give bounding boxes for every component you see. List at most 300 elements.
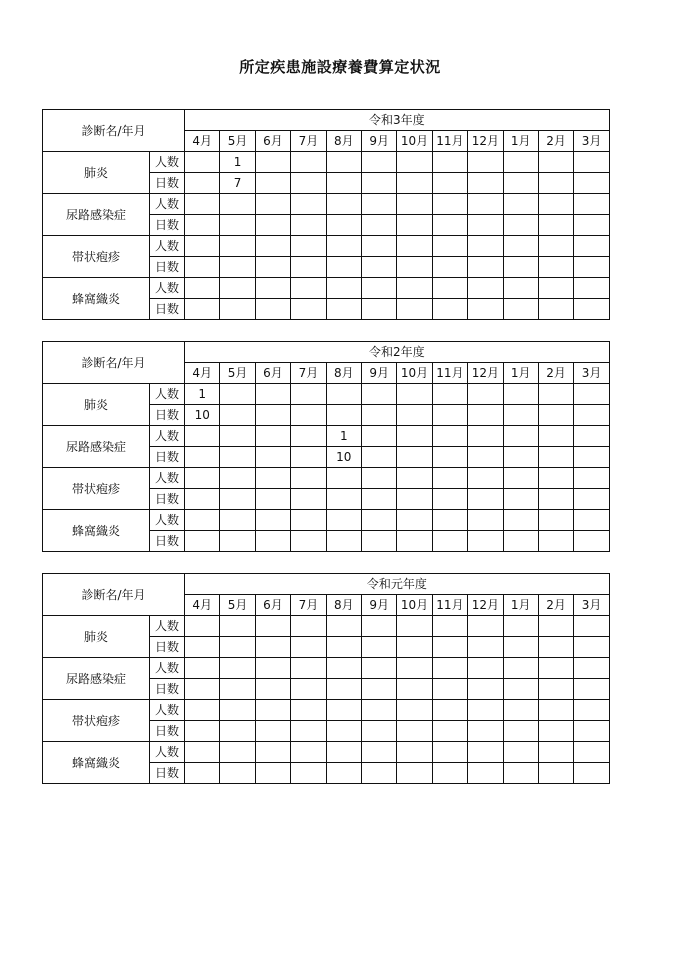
day-count-cell <box>220 215 255 236</box>
fiscal-year-label: 令和元年度 <box>185 574 610 595</box>
day-count-cell <box>468 679 503 700</box>
day-count-cell <box>291 405 326 426</box>
day-count-label: 日数 <box>150 173 185 194</box>
people-count-cell <box>185 194 220 215</box>
people-count-cell: 1 <box>220 152 255 173</box>
people-count-cell <box>291 742 326 763</box>
day-count-label: 日数 <box>150 405 185 426</box>
people-count-label: 人数 <box>150 278 185 299</box>
people-count-cell <box>185 468 220 489</box>
day-count-cell <box>574 299 609 320</box>
people-count-cell <box>220 510 255 531</box>
people-count-cell <box>574 700 609 721</box>
day-count-cell <box>291 257 326 278</box>
people-count-cell <box>326 236 361 257</box>
table-row <box>43 236 610 257</box>
people-count-cell <box>291 384 326 405</box>
day-count-cell <box>574 405 609 426</box>
people-count-cell <box>326 616 361 637</box>
day-count-cell <box>468 215 503 236</box>
people-count-cell <box>361 194 396 215</box>
people-count-cell: 1 <box>185 384 220 405</box>
people-count-cell <box>326 658 361 679</box>
people-count-cell <box>503 742 538 763</box>
day-count-cell <box>503 215 538 236</box>
people-count-cell <box>185 278 220 299</box>
day-count-cell <box>397 721 432 742</box>
day-count-cell <box>503 489 538 510</box>
month-header: 11月 <box>432 595 467 616</box>
people-count-cell <box>220 278 255 299</box>
day-count-cell <box>291 447 326 468</box>
people-count-cell <box>185 700 220 721</box>
people-count-cell <box>185 658 220 679</box>
people-count-cell <box>432 616 467 637</box>
people-count-cell <box>397 236 432 257</box>
day-count-cell <box>432 489 467 510</box>
day-count-cell <box>538 257 573 278</box>
people-count-cell <box>574 742 609 763</box>
day-count-cell <box>538 763 573 784</box>
people-count-cell <box>326 510 361 531</box>
people-count-cell <box>468 152 503 173</box>
month-header: 6月 <box>255 363 290 384</box>
day-count-cell <box>538 489 573 510</box>
people-count-cell <box>432 658 467 679</box>
people-count-cell <box>538 658 573 679</box>
day-count-cell <box>255 299 290 320</box>
day-count-cell <box>291 215 326 236</box>
people-count-cell <box>397 468 432 489</box>
people-count-cell <box>503 426 538 447</box>
day-count-cell <box>291 531 326 552</box>
people-count-label: 人数 <box>150 510 185 531</box>
people-count-cell: 1 <box>326 426 361 447</box>
day-count-cell <box>255 173 290 194</box>
table-row <box>43 742 610 763</box>
day-count-cell <box>574 721 609 742</box>
month-header: 6月 <box>255 595 290 616</box>
people-count-cell <box>220 742 255 763</box>
day-count-cell <box>255 215 290 236</box>
day-count-label: 日数 <box>150 299 185 320</box>
day-count-cell <box>255 721 290 742</box>
people-count-label: 人数 <box>150 194 185 215</box>
people-count-cell <box>574 152 609 173</box>
day-count-cell <box>397 257 432 278</box>
day-count-cell <box>185 299 220 320</box>
day-count-cell <box>361 299 396 320</box>
people-count-cell <box>432 510 467 531</box>
people-count-cell <box>432 194 467 215</box>
day-count-cell <box>468 299 503 320</box>
day-count-label: 日数 <box>150 447 185 468</box>
people-count-cell <box>326 152 361 173</box>
people-count-cell <box>538 426 573 447</box>
people-count-cell <box>361 616 396 637</box>
day-count-cell <box>574 489 609 510</box>
people-count-cell <box>538 384 573 405</box>
day-count-cell <box>326 679 361 700</box>
day-count-cell <box>220 763 255 784</box>
diagnosis-header: 診断名/年月 <box>43 574 185 616</box>
people-count-cell <box>326 194 361 215</box>
people-count-cell <box>220 468 255 489</box>
day-count-cell <box>291 173 326 194</box>
day-count-cell <box>326 637 361 658</box>
people-count-cell <box>503 510 538 531</box>
day-count-cell <box>538 215 573 236</box>
people-count-cell <box>185 510 220 531</box>
people-count-cell <box>291 510 326 531</box>
day-count-cell <box>255 489 290 510</box>
fiscal-year-label: 令和2年度 <box>185 342 610 363</box>
people-count-cell <box>397 152 432 173</box>
day-count-cell <box>468 531 503 552</box>
day-count-cell <box>361 721 396 742</box>
people-count-cell <box>468 510 503 531</box>
day-count-cell <box>432 637 467 658</box>
people-count-cell <box>291 152 326 173</box>
table-row <box>43 658 610 679</box>
day-count-label: 日数 <box>150 721 185 742</box>
people-count-cell <box>503 152 538 173</box>
day-count-cell <box>574 173 609 194</box>
day-count-label: 日数 <box>150 257 185 278</box>
day-count-cell <box>574 763 609 784</box>
people-count-label: 人数 <box>150 468 185 489</box>
people-count-label: 人数 <box>150 384 185 405</box>
table-row <box>43 616 610 637</box>
people-count-cell <box>326 468 361 489</box>
people-count-label: 人数 <box>150 658 185 679</box>
people-count-cell <box>255 426 290 447</box>
day-count-cell <box>432 257 467 278</box>
people-count-cell <box>397 658 432 679</box>
day-count-cell <box>291 299 326 320</box>
people-count-label: 人数 <box>150 742 185 763</box>
month-header: 8月 <box>326 595 361 616</box>
day-count-cell <box>326 763 361 784</box>
day-count-cell <box>361 173 396 194</box>
people-count-cell <box>220 700 255 721</box>
day-count-cell <box>432 721 467 742</box>
people-count-cell <box>255 700 290 721</box>
day-count-cell <box>432 447 467 468</box>
day-count-cell <box>255 257 290 278</box>
people-count-cell <box>255 742 290 763</box>
diagnosis-name: 尿路感染症 <box>43 194 150 236</box>
people-count-cell <box>185 426 220 447</box>
people-count-cell <box>432 742 467 763</box>
people-count-cell <box>220 384 255 405</box>
people-count-label: 人数 <box>150 700 185 721</box>
day-count-cell <box>574 679 609 700</box>
people-count-cell <box>220 616 255 637</box>
people-count-cell <box>220 426 255 447</box>
table-row <box>43 194 610 215</box>
people-count-cell <box>468 384 503 405</box>
people-count-cell <box>468 700 503 721</box>
day-count-cell <box>468 489 503 510</box>
diagnosis-header: 診断名/年月 <box>43 342 185 384</box>
day-count-cell <box>538 637 573 658</box>
month-header: 4月 <box>185 363 220 384</box>
people-count-label: 人数 <box>150 152 185 173</box>
day-count-cell <box>220 257 255 278</box>
day-count-cell <box>503 257 538 278</box>
day-count-cell <box>255 763 290 784</box>
people-count-cell <box>538 700 573 721</box>
day-count-cell <box>220 489 255 510</box>
people-count-cell <box>468 616 503 637</box>
people-count-cell <box>361 278 396 299</box>
people-count-cell <box>397 700 432 721</box>
day-count-cell <box>326 257 361 278</box>
day-count-cell <box>291 721 326 742</box>
people-count-cell <box>291 236 326 257</box>
people-count-cell <box>574 468 609 489</box>
month-header: 11月 <box>432 131 467 152</box>
people-count-cell <box>503 384 538 405</box>
day-count-cell <box>220 637 255 658</box>
day-count-cell <box>397 405 432 426</box>
fiscal-year-label: 令和3年度 <box>185 110 610 131</box>
day-count-label: 日数 <box>150 763 185 784</box>
people-count-cell <box>326 384 361 405</box>
month-header: 5月 <box>220 131 255 152</box>
day-count-cell <box>468 721 503 742</box>
day-count-label: 日数 <box>150 215 185 236</box>
day-count-cell <box>255 447 290 468</box>
month-header: 5月 <box>220 363 255 384</box>
people-count-cell <box>185 742 220 763</box>
day-count-cell <box>361 405 396 426</box>
people-count-cell <box>468 742 503 763</box>
people-count-cell <box>574 658 609 679</box>
people-count-cell <box>397 384 432 405</box>
day-count-cell <box>397 447 432 468</box>
diagnosis-name: 蜂窩織炎 <box>43 510 150 552</box>
month-header: 5月 <box>220 595 255 616</box>
table-row <box>43 426 610 447</box>
day-count-cell <box>432 679 467 700</box>
people-count-cell <box>468 278 503 299</box>
table-row <box>43 510 610 531</box>
diagnosis-name: 帯状疱疹 <box>43 236 150 278</box>
people-count-cell <box>291 468 326 489</box>
diagnosis-name: 肺炎 <box>43 384 150 426</box>
day-count-cell <box>397 763 432 784</box>
people-count-cell <box>291 658 326 679</box>
people-count-cell <box>291 700 326 721</box>
day-count-cell <box>432 763 467 784</box>
people-count-cell <box>220 658 255 679</box>
people-count-cell <box>326 700 361 721</box>
month-header: 12月 <box>468 363 503 384</box>
day-count-cell <box>503 679 538 700</box>
day-count-cell <box>397 173 432 194</box>
diagnosis-name: 蜂窩織炎 <box>43 278 150 320</box>
people-count-cell <box>397 278 432 299</box>
day-count-cell: 7 <box>220 173 255 194</box>
day-count-cell <box>503 721 538 742</box>
people-count-cell <box>574 194 609 215</box>
month-header: 7月 <box>291 131 326 152</box>
month-header: 3月 <box>574 363 609 384</box>
day-count-label: 日数 <box>150 531 185 552</box>
diagnosis-name: 尿路感染症 <box>43 658 150 700</box>
day-count-cell <box>220 405 255 426</box>
people-count-cell <box>397 426 432 447</box>
month-header: 9月 <box>361 595 396 616</box>
people-count-cell <box>220 236 255 257</box>
day-count-cell <box>220 679 255 700</box>
day-count-cell <box>361 215 396 236</box>
people-count-cell <box>468 468 503 489</box>
day-count-cell <box>397 215 432 236</box>
people-count-cell <box>255 510 290 531</box>
people-count-cell <box>538 742 573 763</box>
day-count-cell <box>220 721 255 742</box>
people-count-cell <box>361 152 396 173</box>
month-header: 1月 <box>503 131 538 152</box>
day-count-cell <box>574 531 609 552</box>
diagnosis-header: 診断名/年月 <box>43 110 185 152</box>
month-header: 10月 <box>397 595 432 616</box>
day-count-cell <box>185 637 220 658</box>
people-count-label: 人数 <box>150 616 185 637</box>
people-count-cell <box>503 658 538 679</box>
people-count-cell <box>361 658 396 679</box>
month-header: 3月 <box>574 131 609 152</box>
day-count-cell <box>255 637 290 658</box>
day-count-cell <box>361 763 396 784</box>
people-count-cell <box>361 510 396 531</box>
month-header: 4月 <box>185 131 220 152</box>
month-header: 2月 <box>538 595 573 616</box>
people-count-cell <box>185 616 220 637</box>
day-count-cell <box>397 637 432 658</box>
day-count-cell <box>255 405 290 426</box>
day-count-cell <box>574 637 609 658</box>
people-count-cell <box>432 384 467 405</box>
people-count-cell <box>361 384 396 405</box>
day-count-cell <box>185 531 220 552</box>
people-count-cell <box>574 426 609 447</box>
people-count-label: 人数 <box>150 426 185 447</box>
people-count-cell <box>468 194 503 215</box>
day-count-label: 日数 <box>150 637 185 658</box>
day-count-cell <box>361 679 396 700</box>
people-count-cell <box>255 658 290 679</box>
day-count-cell <box>291 489 326 510</box>
table-row <box>43 700 610 721</box>
people-count-cell <box>255 236 290 257</box>
diagnosis-name: 肺炎 <box>43 152 150 194</box>
month-header: 1月 <box>503 363 538 384</box>
month-header: 11月 <box>432 363 467 384</box>
people-count-cell <box>397 194 432 215</box>
day-count-cell <box>468 447 503 468</box>
people-count-cell <box>185 236 220 257</box>
people-count-cell <box>574 510 609 531</box>
people-count-cell <box>468 236 503 257</box>
day-count-cell <box>503 637 538 658</box>
day-count-cell <box>361 489 396 510</box>
day-count-cell <box>361 447 396 468</box>
day-count-cell <box>185 679 220 700</box>
people-count-cell <box>538 194 573 215</box>
month-header: 3月 <box>574 595 609 616</box>
day-count-cell <box>326 215 361 236</box>
month-header: 4月 <box>185 595 220 616</box>
diagnosis-name: 肺炎 <box>43 616 150 658</box>
people-count-cell <box>361 236 396 257</box>
day-count-cell <box>326 531 361 552</box>
people-count-cell <box>291 616 326 637</box>
people-count-label: 人数 <box>150 236 185 257</box>
day-count-cell <box>503 405 538 426</box>
people-count-cell <box>255 152 290 173</box>
month-header: 9月 <box>361 131 396 152</box>
people-count-cell <box>220 194 255 215</box>
people-count-cell <box>574 384 609 405</box>
people-count-cell <box>468 426 503 447</box>
people-count-cell <box>255 468 290 489</box>
fiscal-year-table <box>42 109 610 320</box>
day-count-cell <box>468 763 503 784</box>
day-count-cell <box>220 299 255 320</box>
day-count-cell <box>361 637 396 658</box>
day-count-label: 日数 <box>150 489 185 510</box>
day-count-cell <box>574 215 609 236</box>
day-count-cell <box>361 257 396 278</box>
day-count-cell: 10 <box>185 405 220 426</box>
people-count-cell <box>361 426 396 447</box>
people-count-cell <box>538 278 573 299</box>
month-header: 12月 <box>468 595 503 616</box>
people-count-cell <box>291 426 326 447</box>
day-count-cell <box>574 257 609 278</box>
month-header: 10月 <box>397 131 432 152</box>
people-count-cell <box>432 236 467 257</box>
day-count-cell <box>468 257 503 278</box>
day-count-cell <box>255 531 290 552</box>
month-header: 7月 <box>291 595 326 616</box>
day-count-label: 日数 <box>150 679 185 700</box>
day-count-cell <box>397 679 432 700</box>
day-count-cell <box>255 679 290 700</box>
day-count-cell <box>185 447 220 468</box>
people-count-cell <box>538 510 573 531</box>
people-count-cell <box>574 278 609 299</box>
month-header: 2月 <box>538 363 573 384</box>
people-count-cell <box>397 510 432 531</box>
people-count-cell <box>503 194 538 215</box>
day-count-cell <box>326 405 361 426</box>
people-count-cell <box>326 278 361 299</box>
people-count-cell <box>538 152 573 173</box>
people-count-cell <box>503 278 538 299</box>
day-count-cell <box>574 447 609 468</box>
people-count-cell <box>432 426 467 447</box>
day-count-cell <box>220 531 255 552</box>
people-count-cell <box>574 616 609 637</box>
people-count-cell <box>397 616 432 637</box>
month-header: 1月 <box>503 595 538 616</box>
day-count-cell <box>538 679 573 700</box>
